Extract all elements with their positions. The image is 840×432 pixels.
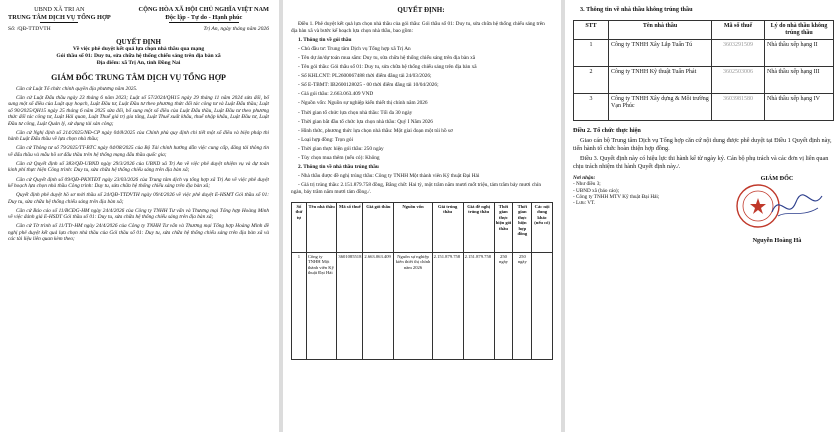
winner-price: - Giá trị trúng thầu: 2.151.879.758 đồng, Bằng chữ: Hai tỷ, một trăm năm mươi mốt triệu, tám trăm bảy mươi chín ngàn, bảy trăm năm mươi tám đồng./.: [291, 182, 541, 195]
recipients-title: Nơi nhận:: [573, 174, 596, 181]
table-cell: 1: [574, 40, 609, 67]
package-info-item: - Tùy chọn mua thêm (nếu có): Không: [298, 155, 380, 162]
column-header: Số thứ tự: [292, 202, 307, 252]
legal-basis-paragraph: Căn cứ Quyết định số 09/QĐ-PKNTĐT ngày 23/03/2026 của Trung tâm dịch vụ tổng hợp xã Trị An về việc phê duyệt kế hoạch lựa chọn nhà thầu Công trình: Duy tu, sửa chữa hệ thống chiếu sáng trên địa bàn xã;: [8, 176, 269, 190]
winner-table: [291, 202, 553, 360]
table-cell: Nhà thầu xếp hạng III: [765, 67, 834, 94]
section-heading: 1. Thông tin về gói thầu: [298, 36, 352, 43]
signature-block: [722, 175, 832, 244]
legal-basis: [8, 86, 269, 243]
column-header: Tên nhà thầu: [609, 20, 712, 39]
column-header: Giá đề nghị trúng thầu: [463, 202, 494, 252]
signer-name: Nguyễn Hoàng Hà: [752, 236, 802, 244]
nation-motto: Độc lập - Tự do - Hạnh phúc: [165, 13, 243, 21]
table-cell: Nhà thầu xếp hạng II: [765, 40, 834, 67]
section-heading: 2. Thông tin về nhà thầu trúng thầu: [298, 164, 379, 171]
table-header-row: [292, 202, 553, 252]
losing-bidders-table: [573, 20, 834, 121]
subject-line-2: Gói thầu số 01: Duy tu, sửa chữa hệ thống chiếu sáng trên địa bàn xã: [56, 52, 221, 59]
article-2-heading: Điều 2. Tổ chức thực hiện: [573, 127, 641, 134]
column-header: Mã số thuế: [337, 202, 363, 252]
winner-name: - Nhà thầu được đề nghị trúng thầu: Công ty TNHH Một thành viên Kỹ thuật Đại Hải: [298, 173, 480, 180]
table-cell: 3602503006: [712, 67, 765, 94]
column-header: Các nội dung khác (nếu có): [532, 202, 553, 252]
article-1: [291, 21, 551, 196]
table-cell: 3601085518: [337, 252, 363, 359]
agency-name: UBND XÃ TRI AN: [34, 6, 85, 13]
table-cell: 250 ngày: [494, 252, 513, 359]
recipients-block: [573, 175, 659, 244]
legal-basis-paragraph: Căn cứ Luật Tổ chức chính quyền địa phương năm 2025.: [16, 85, 138, 92]
article-2-text: Giao cán bộ Trung tâm Dịch vụ Tổng hợp căn cứ nội dung được phê duyệt tại Điều 1 Quyết định này, tiến hành tổ chức hoàn thiện hợp đồng.: [573, 137, 832, 152]
package-info-item: - Thời gian thực hiện gói thầu: 250 ngày: [298, 145, 384, 152]
table-cell: 2.151.879.758: [432, 252, 463, 359]
document-header: [8, 6, 269, 23]
document-page-3: [565, 0, 840, 432]
document-date: Trị An, ngày tháng năm 2026: [203, 26, 269, 33]
package-info-item: - Hình thức, phương thức lựa chọn nhà thầu: Một giai đoạn một túi hồ sơ: [298, 127, 453, 134]
table-cell: 3603291509: [712, 40, 765, 67]
legal-basis-paragraph: Căn cứ Luật Đấu thầu ngày 23 tháng 6 năm 2023; Luật số 57/2024/QH15 ngày 29 tháng 11 năm 2024 sửa đổi, bổ sung một số điều của Luật quy hoạch, Luật Đầu tư, Luật Đầu tư theo phương thức đối tác công tư và Luật Đấu thầu; Luật số 90/2025/QH15 ngày 25 tháng 6 năm 2025 sửa đổi, bổ sung một số điều của Luật Đấu thầu, Luật Đầu tư theo phương thức đối tác công tư, Luật Hải quan, Luật Thuế giá trị gia tăng, Luật Thuế xuất khẩu, thuế nhập khẩu, Luật Đầu tư, Luật Đầu tư công, Luật Quản lý, sử dụng tài sản công;: [8, 94, 269, 127]
column-header: Thời gian thực hiện gói thầu: [494, 202, 513, 252]
column-header: Lý do nhà thầu không trúng thầu: [765, 20, 834, 39]
official-seal-and-signature: [722, 182, 832, 230]
signer-title: GIÁM ĐỐC: [760, 174, 794, 182]
table-cell: 3: [574, 94, 609, 121]
package-info-item: - Chủ đầu tư: Trung tâm Dịch vụ Tổng hợp xã Trị An: [298, 45, 411, 52]
article-1-text: Điều 1. Phê duyệt kết quả lựa chọn nhà thầu của gói thầu: Gói thầu số 01: Duy tu, sửa chữa hệ thống chiếu sáng trên địa bàn xã và bước kế hoạch lựa chọn nhà thầu, bao gồm:: [291, 21, 545, 34]
column-header: STT: [574, 20, 609, 39]
package-info-item: - Nguồn vốn: Nguồn sự nghiệp kiến thiết thị chính năm 2026: [298, 100, 428, 107]
column-header: Nguồn vốn: [394, 202, 432, 252]
section-heading: 3. Thông tin về nhà thầu không trúng thầu: [580, 6, 693, 13]
legal-basis-paragraph: Quyết định phê duyệt hồ sơ mời thầu số 24/QĐ-TTDVTH ngày 09/4/2026 về việc phê duyệt E-HSMT Gói thầu số 01: Duy tu, sửa chữa hệ thống chiếu sáng trên địa bàn xã;: [8, 192, 269, 205]
legal-basis-paragraph: Căn cứ Thông tư số 79/2025/TT-BTC ngày 04/08/2025 của Bộ Tài chính hướng dẫn việc cung cấp, đăng tải thông tin về đấu thầu và mẫu hồ sơ đấu thầu trên hệ thống mạng đấu thầu quốc gia;: [8, 145, 269, 158]
table-row: [292, 252, 553, 359]
table-cell: 1: [292, 252, 307, 359]
table-cell: Công ty TNHH Xây Lắp Tuấn Tú: [609, 40, 712, 67]
table-cell: Công ty TNHH Kỹ thuật Tuấn Phát: [609, 67, 712, 94]
recipient-item: - Như điều 3;: [573, 181, 601, 188]
legal-basis-paragraph: Căn cứ Tờ trình số 11/TTr-HM ngày 24/4/2026 của Công ty TNHH Tư vấn và Thương mại Tổng hợp Hoàng Minh đề nghị phê duyệt kết quả lựa chọn nhà thầu của Gói thầu số 01: Duy tu, sửa chữa hệ thống chiếu sáng trên địa bàn xã và các tài liệu liên quan kèm theo;: [8, 223, 269, 243]
table-row: [574, 67, 834, 94]
table-cell: 2.663.063.409: [363, 252, 394, 359]
table-cell: 2.151.879.758: [463, 252, 494, 359]
article-3-text: Điều 3. Quyết định này có hiệu lực thi hành kể từ ngày ký. Cán bộ phụ trách và các đơn vị liên quan chịu trách nhiệm thi hành Quyết định này./.: [573, 155, 829, 170]
table-row: [574, 94, 834, 121]
issuer-heading: GIÁM ĐỐC TRUNG TÂM DỊCH VỤ TỔNG HỢP: [51, 72, 226, 82]
subject-line-1: Về việc phê duyệt kết quả lựa chọn nhà thầu qua mạng: [72, 46, 205, 53]
table-cell: Công ty TNHH Xây dựng & Môi trường Vạn Phúc: [609, 94, 712, 121]
nation-name: CỘNG HÒA XÃ HỘI CHỦ NGHĨA VIỆT NAM: [138, 6, 269, 13]
recipient-item: - UBND xã (báo cáo);: [573, 187, 620, 194]
package-info-item: - Thời gian bắt đầu tổ chức lựa chọn nhà thầu: Quý I Năm 2026: [298, 118, 433, 125]
package-info-item: - Số E-TBMT: IB2600128025 - 00 thời điểm đăng tải 10/04/2026;: [298, 82, 439, 89]
table-header-row: [574, 20, 834, 39]
document-title: QUYẾT ĐỊNH: [116, 38, 161, 47]
table-cell: Công ty TNHH Một thành viên Kỹ thuật Đại Hải: [306, 252, 337, 359]
table-cell: [532, 252, 553, 359]
decision-heading: QUYẾT ĐỊNH:: [397, 6, 445, 14]
subject-line-3: Địa điểm: xã Trị An, tỉnh Đồng Nai: [96, 59, 181, 66]
package-info-item: - Thời gian tổ chức lựa chọn nhà thầu: Tối đa 30 ngày: [298, 109, 413, 116]
legal-basis-paragraph: Căn cứ Nghị định số 214/2025/NĐ-CP ngày 04/8/2025 của Chính phủ quy định chi tiết một số điều và biện pháp thi hành Luật Đấu thầu về lựa chọn nhà thầu;: [8, 129, 269, 143]
table-cell: Nhà thầu xếp hạng IV: [765, 94, 834, 121]
package-info-item: - Tên dự án/dự toán mua sắm: Duy tu, sửa chữa hệ thống chiếu sáng trên địa bàn xã: [298, 54, 476, 61]
column-header: Tên nhà thầu: [306, 202, 337, 252]
recipient-item: - Công ty TNHH MTV Kỹ thuật Đại Hải;: [573, 193, 660, 200]
column-header: Thời gian thực hiện hợp đồng: [513, 202, 532, 252]
table-row: [574, 40, 834, 67]
document-number: Số: /QĐ-TTDVTH: [8, 26, 51, 33]
column-header: Mã số thuế: [712, 20, 765, 39]
package-info-item: - Tên gói thầu: Gói thầu số 01: Duy tu, sửa chữa hệ thống chiếu sáng trên địa bàn xã: [298, 64, 477, 71]
legal-basis-paragraph: Căn cứ Quyết định số 383/QĐ-UBND ngày 29/3/2026 của UBND xã Trị An về việc phê duyệt nhiệm vụ và dự toán kinh phí thực hiện Công trình: Duy tu, sửa chữa hệ thống chiếu sáng trên địa bàn xã;: [8, 160, 269, 174]
legal-basis-paragraph: Căn cứ Báo cáo số 11/BCĐG-HM ngày 24/4/2026 của Công ty TNHH Tư vấn và Thương mại Tổng hợp Hoàng Minh về việc đánh giá E-HSDT Gói thầu số 01: Duy tu, sửa chữa hệ thống chiếu sáng trên địa bàn xã;: [8, 207, 269, 221]
package-info-item: - Số KHLCNT: PL2600067488 thời điểm đăng tải 24/03/2026;: [298, 73, 432, 80]
column-header: Giá gói thầu: [363, 202, 394, 252]
table-cell: 2: [574, 67, 609, 94]
column-header: Giá trúng thầu: [432, 202, 463, 252]
document-page-1: [0, 0, 279, 432]
agency-subname: TRUNG TÂM DỊCH VỤ TỔNG HỢP: [8, 13, 111, 21]
package-info-item: - Giá gói thầu: 2.663.063.409 VND: [298, 91, 374, 98]
document-page-2: [283, 0, 561, 432]
table-cell: 3603981580: [712, 94, 765, 121]
table-cell: Nguồn sự nghiệp kiến thiết thị chính năm 2026: [394, 252, 432, 359]
table-cell: 250 ngày: [513, 252, 532, 359]
package-info-item: - Loại hợp đồng: Trọn gói: [298, 136, 354, 143]
recipient-item: - Lưu: VT.: [573, 200, 596, 207]
